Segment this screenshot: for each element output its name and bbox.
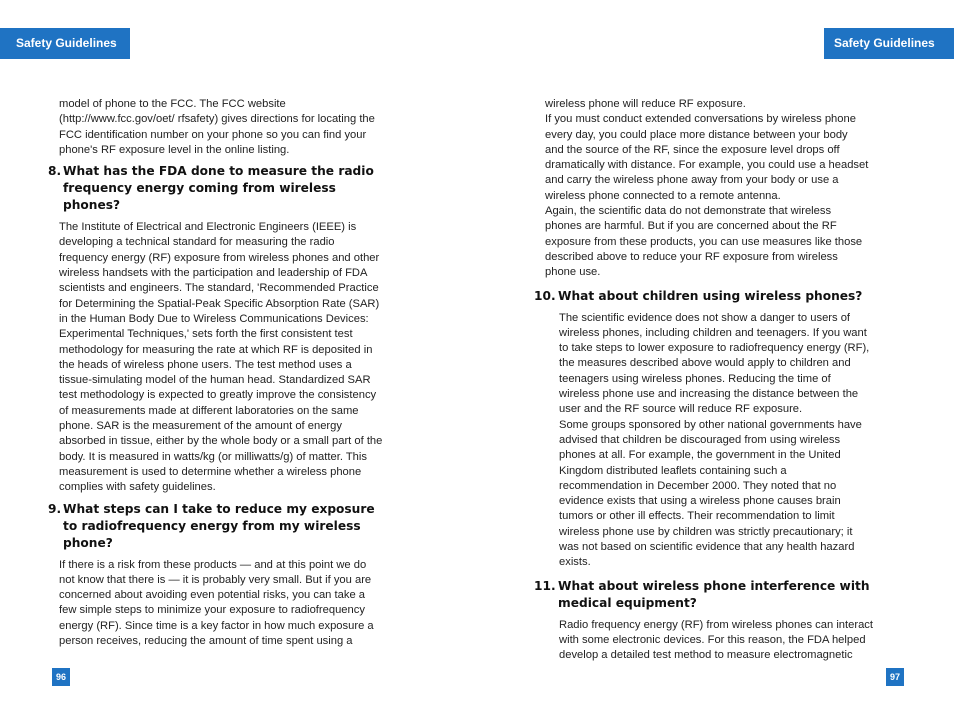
question-9-heading [48,501,420,552]
intro-paragraph: model of phone to the FCC. The FCC website (http://www.fcc.gov/oet/ rfsafety) gives directions for locating the FCC identification number on your phone so you can find your phone's RF exposure level in the online listing. [59,98,375,156]
section-tab-right: Safety Guidelines [824,28,954,59]
left-page-column [48,97,420,649]
question-11-heading [534,578,906,612]
answer-9-paragraph: If there is a risk from these products — and at this point we do not know that there is — it is probably very small. But if you are concerned about avoiding even potential risks, you can take a few simple steps to minimize your exposure to radiofrequency energy (RF). Since time is a key factor in how much exposure a person receives, reducing the amount of time spent using a [59,558,374,648]
answer-11-paragraph: Radio frequency energy (RF) from wireless phones can interact with some electronic devices. For this reason, the FDA helped develop a detailed test method to measure electromagnetic [559,618,874,662]
right-page-column [534,97,906,664]
question-10-number: 10. [534,288,556,303]
page-number-right: 97 [886,668,904,686]
question-8-text: What has the FDA done to measure the radio frequency energy coming from wireless phones? [63,164,374,213]
question-9-number: 9. [48,501,62,516]
answer-10-paragraph: The scientific evidence does not show a danger to users of wireless phones, including children and teenagers. If you want to take steps to lower exposure to radiofrequency energy (RF), the measures described above would apply to children and teenagers using wireless phones. Reducing the time of wireless phone use and increasing the distance between the user and the RF source will reduce RF exposure. Some groups sponsored by other national governments have advised that children be discouraged from using wireless phones at all. For example, the government in the United Kingdom distributed leaflets containing such a recommendation in December 2000. They noted that no evidence exists that using a wireless phone causes brain tumors or other ill effects. Their recommendation to limit wireless phone use by children was strictly precautionary; it was not based on scientific evidence that any health hazard exists. [559,311,870,569]
question-10-text: What about children using wireless phones? [558,288,863,303]
answer-8-paragraph: The Institute of Electrical and Electronic Engineers (IEEE) is developing a technical standard for measuring the radio frequency energy (RF) exposure from wireless phones and other wireless handsets with the participation and leadership of FDA scientists and engineers. The standard, 'Recommended Practice for Determining the Spatial-Peak Specific Absorption Rate (SAR) in the Human Body Due to Wireless Communications Devices: Experimental Techniques,' sets forth the first consistent test methodology for measuring the rate at which RF is deposited in the heads of wireless phone users. The test method uses a tissue-simulating model of the human head. Standardized SAR test methodology is expected to greatly improve the consistency of measurements made at different laboratories on the same phone. SAR is the measurement of the amount of energy absorbed in tissue, either by the whole body or a small part of the body. It is measured in watts/kg (or milliwatts/g) of matter. This measurement is used to determine whether a wireless phone complies with safety guidelines. [59,221,383,494]
question-11-text: What about wireless phone interference with medical equipment? [558,578,870,610]
question-11-number: 11. [534,578,556,593]
question-10-heading [534,288,906,305]
section-tab-left: Safety Guidelines [0,28,130,59]
question-9-text: What steps can I take to reduce my exposure to radiofrequency energy from my wireless phone? [63,501,375,550]
continued-paragraph: wireless phone will reduce RF exposure. If you must conduct extended conversations by wireless phone every day, you could place more distance between your body and the source of the RF, since the exposure level drops off dramatically with distance. For example, you could use a headset and carry the wireless phone away from your body or use a wireless phone connected to a remote antenna. Again, the scientific data do not demonstrate that wireless phones are harmful. But if you are concerned about the RF exposure from these products, you can use measures like those described above to reduce your RF exposure from wireless phone use. [545,98,869,279]
question-8-heading [48,163,420,214]
page-number-left: 96 [52,668,70,686]
question-8-number: 8. [48,164,62,179]
